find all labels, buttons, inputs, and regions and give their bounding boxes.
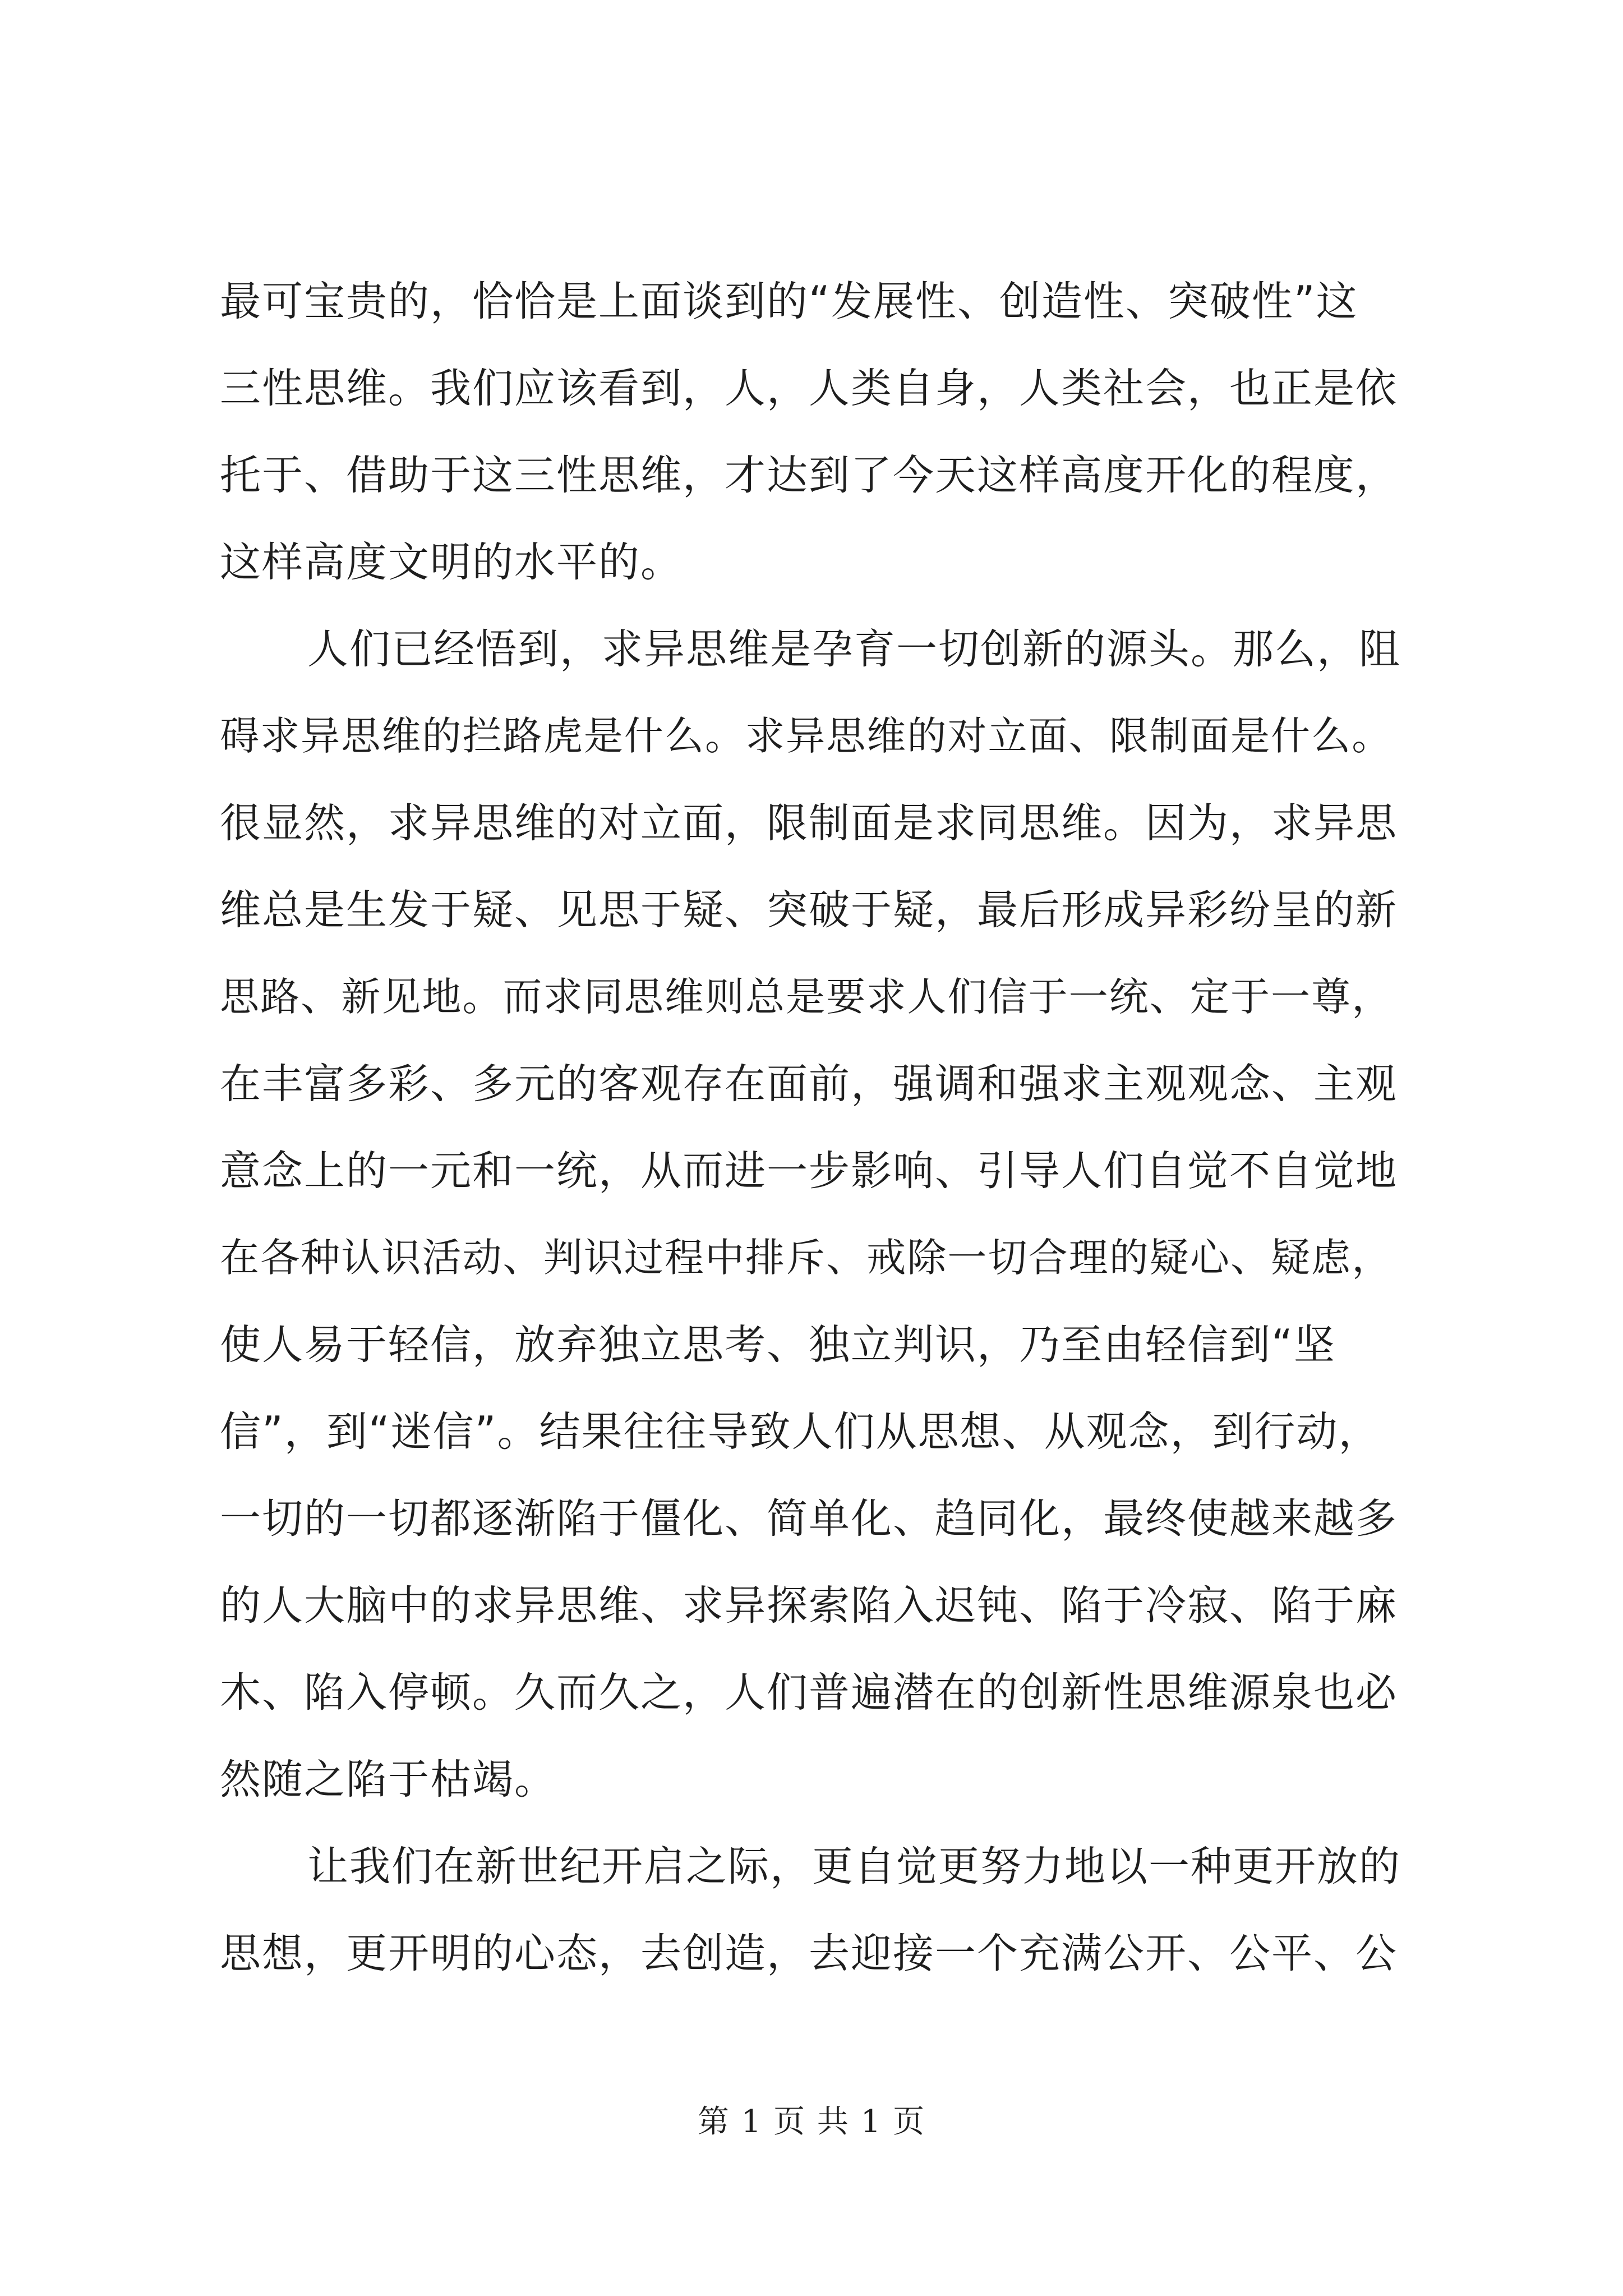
text-line: 的人大脑中的求异思维、求异探索陷入迟钝、陷于冷寂、陷于麻 <box>220 1582 1398 1630</box>
text-line: 维总是生发于疑、见思于疑、突破于疑，最后形成异彩纷呈的新 <box>220 886 1398 934</box>
text-line: 一切的一切都逐渐陷于僵化、简单化、趋同化，最终使越来越多 <box>220 1495 1398 1543</box>
paragraph-first-line: 人们已经悟到，求异思维是孕育一切创新的源头。那么，阻 <box>307 625 1401 673</box>
text-line: 木、陷入停顿。久而久之，人们普遍潜在的创新性思维源泉也必 <box>220 1669 1398 1717</box>
text-line: 最可宝贵的，恰恰是上面谈到的“发展性、创造性、突破性”这 <box>220 278 1358 325</box>
text-line: 在丰富多彩、多元的客观存在面前，强调和强求主观观念、主观 <box>220 1060 1398 1108</box>
page-footer: 第 1 页 共 1 页 <box>697 2104 926 2140</box>
text-line: 使人易于轻信，放弃独立思考、独立判识，乃至由轻信到“坚 <box>220 1321 1336 1369</box>
text-line: 托于、借助于这三性思维，才达到了今天这样高度开化的程度， <box>220 452 1398 499</box>
text-line: 思想，更开明的心态，去创造，去迎接一个充满公开、公平、公 <box>220 1930 1398 1977</box>
text-line: 信”，到“迷信”。结果往往导致人们从思想、从观念，到行动， <box>220 1408 1381 1456</box>
paragraph-first-line: 让我们在新世纪开启之际，更自觉更努力地以一种更开放的 <box>307 1843 1401 1890</box>
text-line: 很显然，求异思维的对立面，限制面是求同思维。因为，求异思 <box>220 799 1398 847</box>
text-line: 在各种认识活动、判识过程中排斥、戒除一切合理的疑心、疑虑， <box>220 1235 1393 1281</box>
text-line: 这样高度文明的水平的。 <box>220 539 683 586</box>
text-line: 碍求异思维的拦路虎是什么。求异思维的对立面、限制面是什么。 <box>220 713 1393 759</box>
document-body <box>220 258 1409 1997</box>
text-line: 三性思维。我们应该看到，人，人类自身，人类社会，也正是依 <box>220 365 1398 412</box>
text-line: 思路、新见地。而求同思维则总是要求人们信于一统、定于一尊， <box>220 974 1393 1020</box>
text-line: 然随之陷于枯竭。 <box>220 1756 556 1803</box>
text-line: 意念上的一元和一统，从而进一步影响、引导人们自觉不自觉地 <box>220 1147 1398 1195</box>
